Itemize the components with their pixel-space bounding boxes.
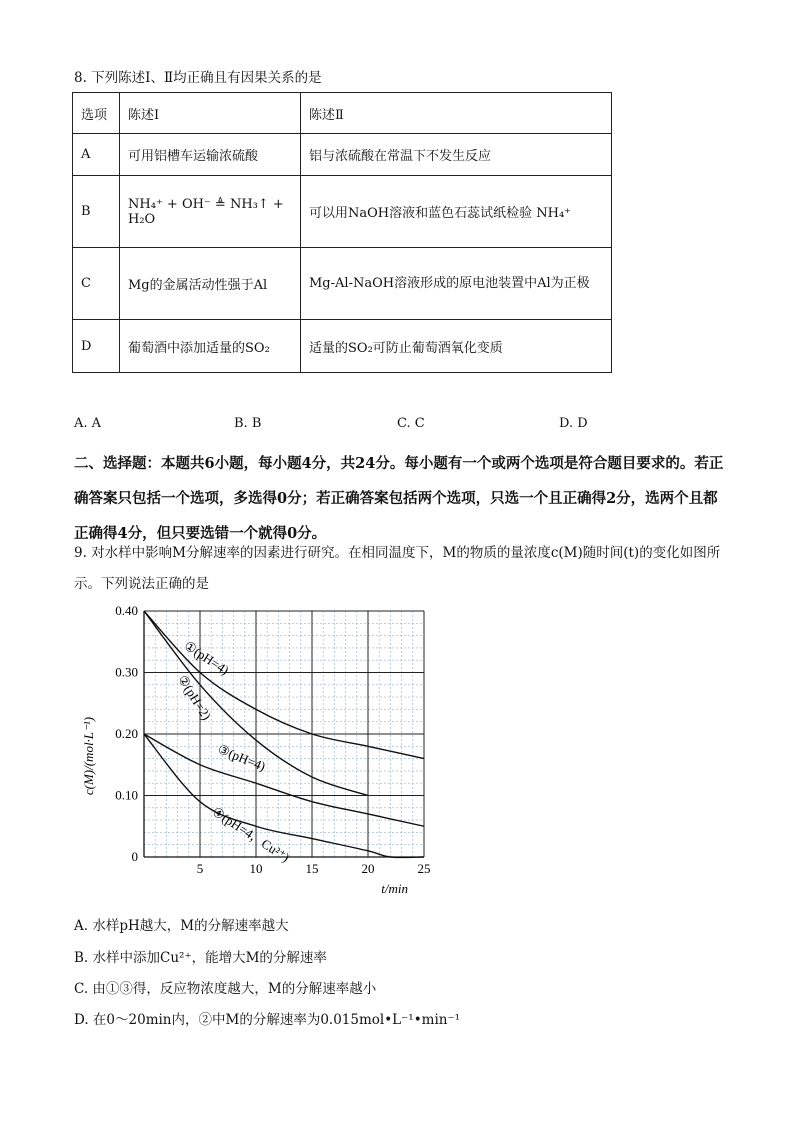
header-statement-2: 陈述Ⅱ (301, 93, 612, 134)
statement-2-cell: 铝与浓硫酸在常温下不发生反应 (301, 134, 612, 176)
concentration-time-chart (81, 596, 440, 896)
chart-ticks (115, 603, 430, 876)
y-tick-label: 0 (131, 849, 138, 864)
option-cell: A (73, 134, 120, 176)
table-row (73, 134, 612, 176)
header-statement-1: 陈述Ⅰ (120, 93, 301, 134)
y-axis-label: c(M)/(mol·L⁻¹) (81, 716, 96, 796)
q9-option-c[interactable]: C. 由①③得，反应物浓度越大，M的分解速率越小 (74, 981, 377, 997)
x-tick-label: 10 (249, 861, 263, 876)
statement-table (72, 92, 612, 373)
statement-1-cell: Mg的金属活动性强于Al (120, 248, 301, 320)
statement-1-cell: 葡萄酒中添加适量的SO₂ (120, 320, 301, 373)
y-tick-label: 0.40 (115, 603, 138, 618)
option-cell: C (73, 248, 120, 320)
option-cell: D (73, 320, 120, 373)
choice-a[interactable]: A. A (74, 416, 102, 431)
series-label-3: ③(pH=4) (215, 741, 268, 774)
section-2-instructions: 二、选择题：本题共6小题，每小题4分，共24分。每小题有一个或两个选项是符合题目要求的。若正确答案只包括一个选项，多选得0分；若正确答案包括两个选项，只选一个且正确得2分，选两个且都正确得4分，但只要选错一个就得0分。 (74, 455, 724, 542)
table-row (73, 320, 612, 373)
statement-2-cell: Mg-Al-NaOH溶液形成的原电池装置中Al为正极 (301, 248, 612, 320)
y-tick-label: 0.20 (115, 726, 138, 741)
x-tick-label: 25 (417, 861, 431, 876)
y-tick-label: 0.30 (115, 664, 138, 680)
x-axis-label: t/min (381, 881, 408, 896)
header-option: 选项 (73, 93, 120, 134)
series-label-4: ④(pH=4，Cu²⁺) (209, 803, 293, 865)
x-tick-label: 5 (196, 861, 204, 876)
choice-b[interactable]: B. B (234, 416, 262, 431)
table-row (73, 176, 612, 248)
q9-option-d[interactable]: D. 在0～20min内，②中M的分解速率为0.015mol•L⁻¹•min⁻¹ (74, 1012, 461, 1028)
choice-d[interactable]: D. D (559, 416, 588, 431)
series-label-1: ①(pH=4) (181, 637, 232, 678)
statement-2-cell: 适量的SO₂可防止葡萄酒氧化变质 (301, 320, 612, 373)
choice-c[interactable]: C. C (397, 416, 425, 431)
option-cell: B (73, 176, 120, 248)
table-header-row (73, 93, 612, 134)
statement-1-cell: 可用铝槽车运输浓硫酸 (120, 134, 301, 176)
y-tick-label: 0.10 (115, 787, 138, 803)
series-label-2: ②(pH=2) (175, 672, 215, 723)
series-line-3 (144, 734, 424, 826)
table-row (73, 248, 612, 320)
x-tick-label: 20 (361, 861, 375, 876)
question-9-stem: 9. 对水样中影响M分解速率的因素进行研究。在相同温度下，M的物质的量浓度c(M)随时间(t)的变化如图所示。下列说法正确的是 (74, 545, 721, 592)
q9-option-b[interactable]: B. 水样中添加Cu²⁺，能增大M的分解速率 (74, 950, 327, 966)
q9-option-a[interactable]: A. 水样pH越大，M的分解速率越大 (74, 918, 289, 934)
statement-2-cell: 可以用NaOH溶液和蓝色石蕊试纸检验 NH₄⁺ (301, 176, 612, 248)
statement-1-cell: NH₄⁺ + OH⁻ ≜ NH₃↑ + H₂O (120, 176, 301, 248)
x-tick-label: 15 (305, 861, 319, 876)
question-8-stem: 8. 下列陈述Ⅰ、Ⅱ均正确且有因果关系的是 (74, 70, 322, 86)
